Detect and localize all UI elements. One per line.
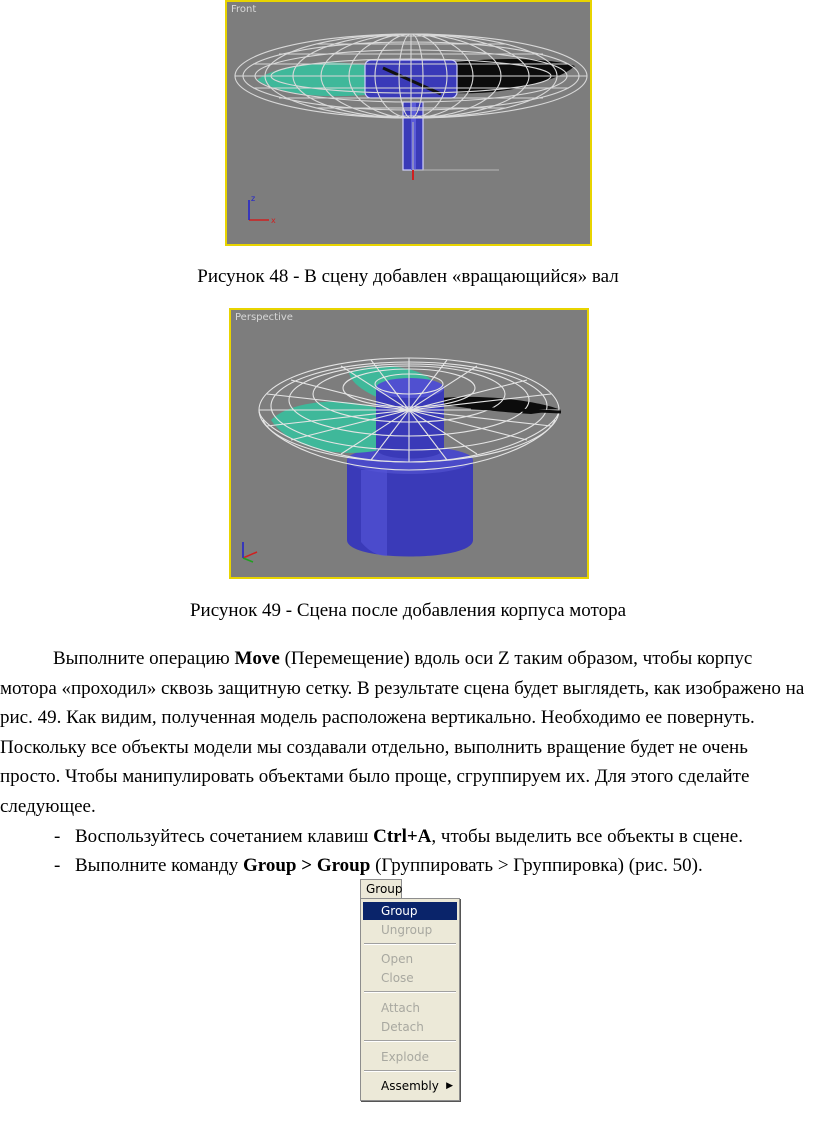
fan-perspective-render	[231, 310, 587, 577]
menu-item-assembly-label: Assembly	[381, 1079, 439, 1093]
axis-z-label: z	[251, 194, 256, 203]
menu-item-ungroup[interactable]: Ungroup	[381, 923, 433, 937]
bullet-item-group	[54, 855, 703, 877]
figure-49-caption: Рисунок 49 - Сцена после добавления корпуса мотора	[189, 600, 627, 621]
bullet-text: Воспользуйтесь сочетанием клавиш	[75, 826, 374, 847]
axis-x-label: x	[271, 216, 276, 225]
bullet-dash: -	[54, 826, 61, 847]
menu-item-close[interactable]: Close	[381, 971, 414, 985]
perspective-viewport[interactable]	[229, 308, 589, 579]
wire-cage	[235, 34, 587, 118]
menu-item-assembly[interactable]	[363, 1077, 457, 1095]
axis-tripod-perspective	[243, 542, 257, 562]
front-viewport[interactable]	[225, 0, 592, 246]
menu-separator	[364, 1040, 456, 1042]
viewport-label-perspective: Perspective	[235, 312, 293, 323]
paragraph-text-continued: (Перемещение) вдоль оси Z таким образом, чтобы корпус мотора «проходил» сквозь защитную сетку. В результате сцена будет выглядеть, как изображено на рис. 49. Как видим, полученная модель расположена вертикально. Необходимо ее повернуть. Поскольку все объекты модели мы создавали отдельно, выполнить вращение будет не очень просто. Чтобы манипулировать объектами было проще, сгруппируем их. Для этого сделайте следующее.	[0, 648, 805, 817]
paragraph-text: Выполните операцию	[53, 648, 235, 669]
figure-48-caption: Рисунок 48 - В сцену добавлен «вращающийся» вал	[197, 266, 619, 287]
menu-item-open[interactable]: Open	[381, 952, 414, 966]
group-menu-screenshot	[360, 879, 460, 1101]
menu-separator	[364, 991, 456, 993]
body-paragraph	[0, 644, 812, 821]
menu-separator	[364, 1070, 456, 1072]
bullet-text: Выполните команду	[75, 855, 243, 876]
group-dropdown	[360, 898, 460, 1101]
axis-tripod-front	[249, 194, 276, 225]
menu-item-explode[interactable]: Explode	[381, 1050, 429, 1064]
bullet-dash: -	[54, 855, 61, 876]
menu-item-detach[interactable]: Detach	[381, 1020, 424, 1034]
menu-item-attach[interactable]: Attach	[381, 1001, 420, 1015]
shortcut-ctrl-a: Ctrl+A	[373, 826, 432, 847]
menu-title-group[interactable]: Group	[360, 879, 402, 899]
fan-front-render	[227, 2, 590, 244]
submenu-arrow-icon: ▶	[446, 1081, 453, 1091]
menu-separator	[364, 943, 456, 945]
viewport-label-front: Front	[231, 4, 257, 15]
move-command: Move	[234, 648, 280, 669]
group-command: Group > Group	[242, 855, 371, 876]
hub	[376, 388, 444, 459]
bullet-item-ctrl-a	[54, 826, 743, 848]
bullet-text-end: , чтобы выделить все объекты в сцене.	[431, 826, 743, 847]
bullet-text-end: (Группировать > Группировка) (рис. 50).	[370, 855, 703, 876]
menu-item-group[interactable]: Group	[363, 902, 457, 920]
